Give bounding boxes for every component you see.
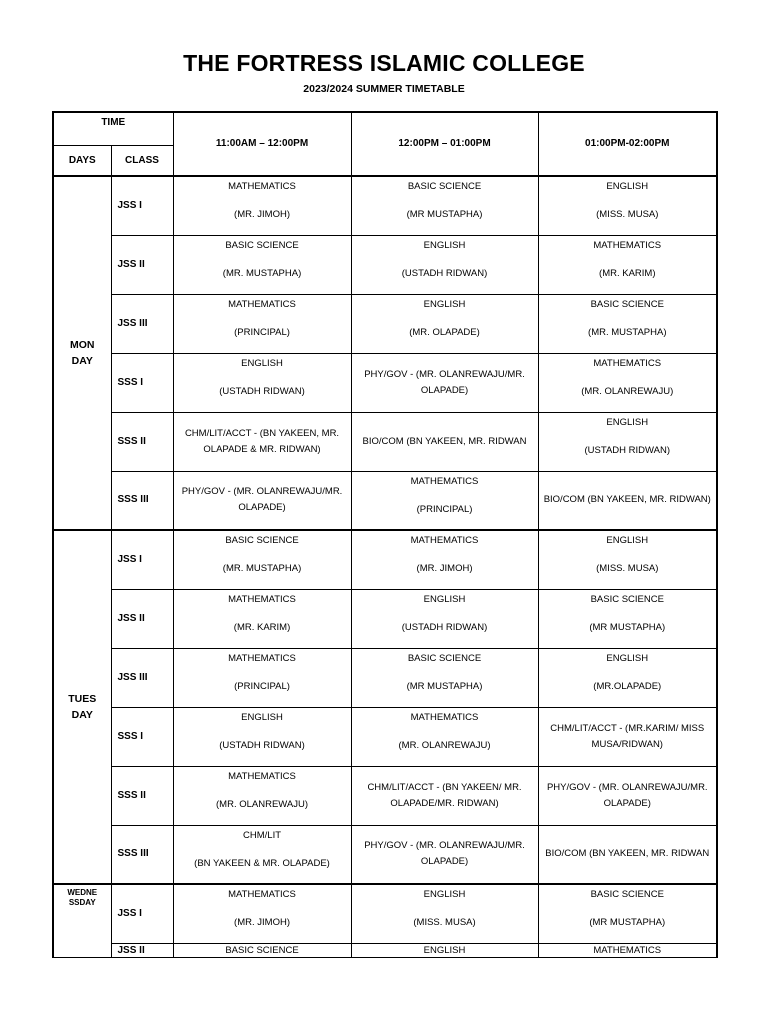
slot-header-1: 11:00AM – 12:00PM	[173, 112, 351, 176]
lesson-cell	[351, 648, 538, 707]
lesson-subject: MATHEMATICS	[228, 770, 296, 782]
lesson-cell	[351, 294, 538, 353]
lesson-teacher: (PRINCIPAL)	[416, 503, 473, 515]
table-row	[53, 589, 717, 648]
lesson-subject: BASIC SCIENCE	[225, 535, 299, 546]
lesson-subject: ENGLISH	[241, 711, 283, 723]
lesson-teacher: (MR MUSTAPHA)	[589, 917, 666, 928]
lesson-cell	[538, 176, 717, 235]
lesson-subject: MATHEMATICS	[410, 535, 479, 546]
day-label-line: TUES	[68, 693, 97, 705]
lesson-cell	[351, 471, 538, 530]
lesson-subject: MATHEMATICS	[410, 475, 479, 487]
lesson-cell	[351, 530, 538, 589]
table-row	[53, 648, 717, 707]
lesson-teacher: (PRINCIPAL)	[234, 326, 290, 338]
lesson-cell	[351, 707, 538, 766]
lesson-cell	[351, 235, 538, 294]
lesson-subject: BASIC SCIENCE	[590, 298, 664, 310]
class-name: JSS III	[111, 648, 173, 707]
lesson-subject: ENGLISH	[423, 593, 466, 605]
lesson-teacher: (MR. OLANREWAJU)	[581, 385, 674, 397]
class-name: SSS I	[111, 353, 173, 412]
lesson-cell: PHY/GOV - (MR. OLANREWAJU/MR. OLAPADE)	[351, 825, 538, 884]
table-row	[53, 176, 717, 235]
table-row	[53, 294, 717, 353]
lesson-teacher: (MR. MUSTAPHA)	[222, 563, 302, 574]
table-row	[53, 471, 717, 530]
class-name: JSS III	[111, 294, 173, 353]
lesson-teacher: (MR. KARIM)	[599, 267, 656, 279]
lesson-teacher: (MR MUSTAPHA)	[406, 680, 483, 692]
lesson-subject: BASIC SCIENCE	[407, 181, 482, 192]
lesson-subject: BASIC SCIENCE	[225, 239, 299, 251]
lesson-cell: BIO/COM (BN YAKEEN, MR. RIDWAN	[538, 825, 717, 884]
class-name: SSS III	[111, 471, 173, 530]
lesson-subject: MATHEMATICS	[228, 889, 296, 900]
slot-header-3: 01:00PM-02:00PM	[538, 112, 717, 176]
class-name: SSS III	[111, 825, 173, 884]
lesson-subject: ENGLISH	[606, 652, 649, 664]
lesson-teacher: (MR. OLANREWAJU)	[216, 798, 309, 810]
lesson-subject: ENGLISH	[423, 239, 466, 251]
lesson-cell	[173, 825, 351, 884]
class-header: CLASS	[111, 146, 173, 177]
lesson-subject: BASIC SCIENCE	[590, 889, 664, 900]
time-header: TIME	[53, 112, 173, 146]
class-name: JSS I	[111, 530, 173, 589]
lesson-teacher: (USTADH RIDWAN)	[401, 267, 488, 279]
class-name: JSS II	[111, 589, 173, 648]
lesson-teacher: (MR. JIMOH)	[234, 917, 290, 928]
lesson-subject: MATHEMATICS	[228, 593, 296, 605]
lesson-cell: ENGLISH	[351, 943, 538, 957]
table-row	[53, 884, 717, 943]
table-row	[53, 353, 717, 412]
class-name: JSS I	[111, 176, 173, 235]
lesson-cell: BASIC SCIENCE	[173, 943, 351, 957]
day-label-line: MON	[70, 339, 95, 351]
class-name: JSS II	[111, 943, 173, 957]
timetable	[52, 111, 718, 958]
table-row	[53, 235, 717, 294]
lesson-cell	[351, 884, 538, 943]
day-label-monday	[53, 176, 111, 530]
lesson-teacher: (MR. KARIM)	[233, 621, 291, 633]
lesson-subject: BASIC SCIENCE	[407, 652, 482, 664]
lesson-cell	[538, 235, 717, 294]
lesson-cell	[173, 353, 351, 412]
header-row-time	[53, 112, 717, 146]
lesson-cell	[173, 530, 351, 589]
lesson-subject: ENGLISH	[606, 181, 649, 192]
lesson-subject: MATHEMATICS	[228, 652, 296, 664]
lesson-cell: PHY/GOV - (MR. OLANREWAJU/MR. OLAPADE)	[173, 471, 351, 530]
lesson-subject: ENGLISH	[606, 416, 649, 428]
lesson-teacher: (MR. MUSTAPHA)	[222, 267, 302, 279]
lesson-cell: PHY/GOV - (MR. OLANREWAJU/MR. OLAPADE)	[351, 353, 538, 412]
table-row	[53, 766, 717, 825]
lesson-teacher: (MR. OLANREWAJU)	[398, 739, 491, 751]
lesson-cell	[538, 353, 717, 412]
lesson-cell	[538, 530, 717, 589]
lesson-subject: CHM/LIT	[243, 829, 282, 841]
class-name: SSS II	[111, 412, 173, 471]
lesson-teacher: (BN YAKEEN & MR. OLAPADE)	[194, 857, 330, 869]
lesson-teacher: (MR. OLAPADE)	[409, 326, 480, 338]
day-label-line: SSDAY	[68, 898, 96, 907]
lesson-cell	[173, 294, 351, 353]
day-label-line: WEDNE	[67, 888, 98, 897]
lesson-subject: MATHEMATICS	[228, 181, 296, 192]
day-label-line: DAY	[71, 355, 93, 367]
class-name: JSS II	[111, 235, 173, 294]
lesson-teacher: (MISS. MUSA)	[596, 563, 659, 574]
lesson-subject: ENGLISH	[241, 357, 283, 369]
lesson-subject: MATHEMATICS	[410, 711, 479, 723]
class-name: JSS I	[111, 884, 173, 943]
lesson-cell	[173, 884, 351, 943]
page-subtitle: 2023/2024 SUMMER TIMETABLE	[303, 83, 465, 95]
lesson-teacher: (PRINCIPAL)	[234, 680, 290, 692]
lesson-cell	[538, 294, 717, 353]
lesson-teacher: (MR MUSTAPHA)	[406, 209, 483, 220]
lesson-cell	[173, 589, 351, 648]
lesson-cell: MATHEMATICS	[538, 943, 717, 957]
class-name: SSS II	[111, 766, 173, 825]
lesson-cell: BIO/COM (BN YAKEEN, MR. RIDWAN	[351, 412, 538, 471]
day-label-line: DAY	[71, 709, 93, 721]
table-row	[53, 825, 717, 884]
table-row	[53, 943, 717, 957]
lesson-teacher: (USTADH RIDWAN)	[584, 444, 671, 456]
slot-header-2: 12:00PM – 01:00PM	[351, 112, 538, 176]
lesson-teacher: (USTADH RIDWAN)	[219, 739, 305, 751]
lesson-cell: CHM/LIT/ACCT - (BN YAKEEN/ MR. OLAPADE/MR. RIDWAN)	[351, 766, 538, 825]
lesson-subject: ENGLISH	[606, 535, 649, 546]
lesson-teacher: (MISS. MUSA)	[413, 917, 476, 928]
lesson-cell	[538, 589, 717, 648]
table-row	[53, 707, 717, 766]
lesson-subject: BASIC SCIENCE	[590, 593, 664, 605]
lesson-cell: BIO/COM (BN YAKEEN, MR. RIDWAN)	[538, 471, 717, 530]
day-label-wednesday	[53, 884, 111, 957]
lesson-teacher: (USTADH RIDWAN)	[401, 621, 488, 633]
page-title: THE FORTRESS ISLAMIC COLLEGE	[183, 50, 585, 76]
lesson-teacher: (MR. JIMOH)	[234, 209, 290, 220]
lesson-subject: MATHEMATICS	[228, 298, 296, 310]
lesson-subject: ENGLISH	[423, 889, 466, 900]
lesson-cell	[538, 884, 717, 943]
lesson-subject: MATHEMATICS	[593, 357, 662, 369]
lesson-teacher: (MR MUSTAPHA)	[589, 621, 666, 633]
table-row	[53, 530, 717, 589]
lesson-cell	[173, 766, 351, 825]
lesson-subject: ENGLISH	[423, 298, 466, 310]
lesson-cell	[173, 707, 351, 766]
lesson-cell: PHY/GOV - (MR. OLANREWAJU/MR. OLAPADE)	[538, 766, 717, 825]
lesson-cell	[538, 412, 717, 471]
lesson-teacher: (MR.OLAPADE)	[593, 680, 662, 692]
lesson-teacher: (MR. JIMOH)	[416, 563, 473, 574]
lesson-cell	[173, 235, 351, 294]
class-name: SSS I	[111, 707, 173, 766]
lesson-cell	[351, 176, 538, 235]
lesson-cell	[173, 176, 351, 235]
lesson-teacher: (MISS. MUSA)	[596, 209, 659, 220]
table-row	[53, 412, 717, 471]
lesson-cell	[538, 648, 717, 707]
days-header: DAYS	[53, 146, 111, 177]
lesson-teacher: (MR. MUSTAPHA)	[588, 326, 667, 338]
lesson-cell	[351, 589, 538, 648]
lesson-cell: CHM/LIT/ACCT - (BN YAKEEN, MR. OLAPADE & MR. RIDWAN)	[173, 412, 351, 471]
lesson-subject: MATHEMATICS	[593, 239, 662, 251]
day-label-tuesday	[53, 530, 111, 884]
lesson-cell: CHM/LIT/ACCT - (MR.KARIM/ MISS MUSA/RIDWAN)	[538, 707, 717, 766]
lesson-teacher: (USTADH RIDWAN)	[219, 385, 305, 397]
lesson-cell	[173, 648, 351, 707]
